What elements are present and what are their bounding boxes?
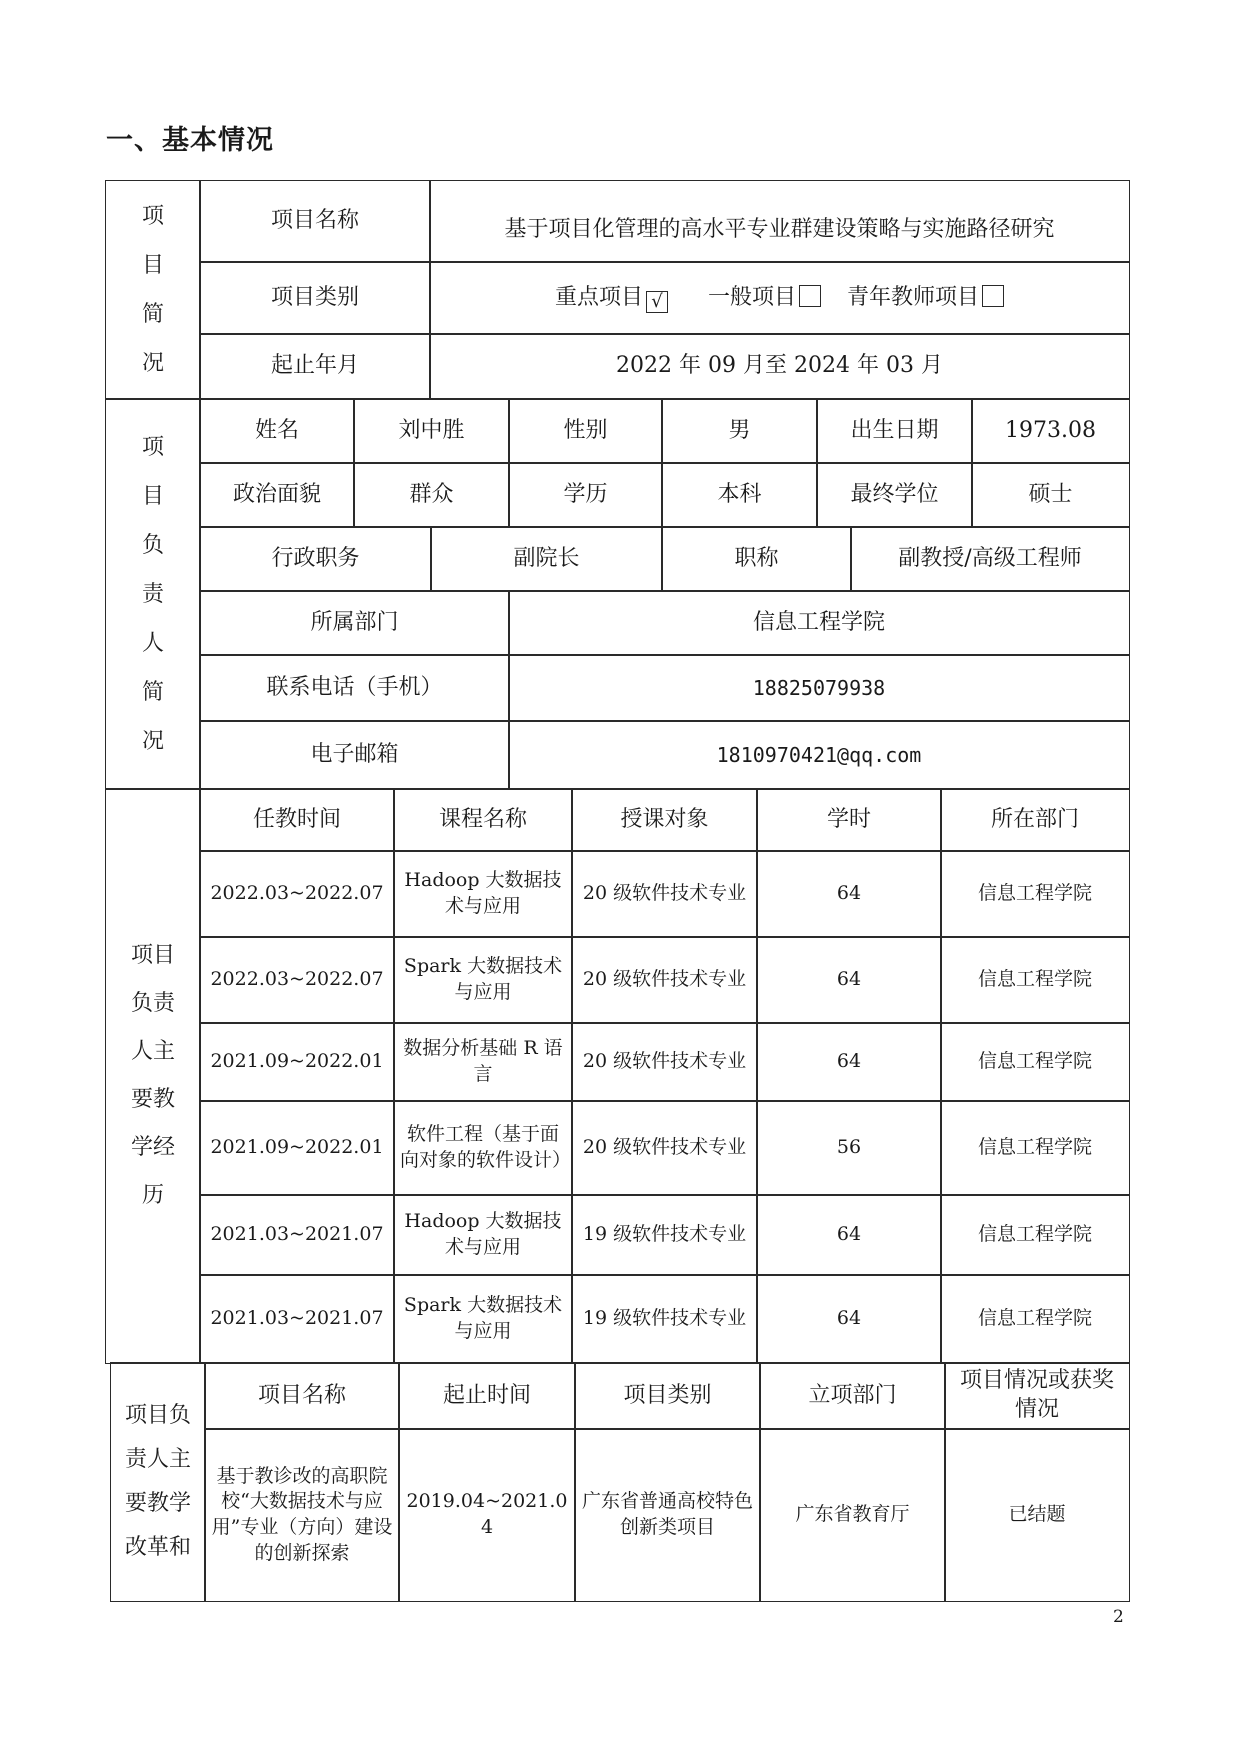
section-title: 一、基本情况 — [106, 125, 274, 156]
degree-value: 硕士 — [971, 462, 1130, 528]
teaching-cell-hours: 64 — [756, 1022, 942, 1102]
education-label: 学历 — [508, 462, 663, 528]
group-char: 人主 — [130, 1039, 175, 1064]
group-char: 简 — [141, 679, 164, 705]
reform-cell-category: 广东省普通高校特色创新类项目 — [574, 1428, 761, 1602]
teaching-group-label — [105, 788, 201, 1364]
reform-header-period: 起止时间 — [398, 1362, 576, 1430]
gender-label: 性别 — [508, 398, 663, 464]
group-char: 况 — [141, 728, 164, 754]
political-value: 群众 — [353, 462, 510, 528]
group-char: 项 — [141, 434, 164, 460]
reform-header-status: 项目情况或获奖情况 — [944, 1362, 1130, 1430]
group-char: 简 — [141, 302, 164, 327]
group-char: 历 — [141, 1183, 164, 1208]
email-value: 1810970421@qq.com — [508, 720, 1130, 790]
project-category-options — [429, 261, 1130, 335]
project-period-value: 2022 年 09 月至 2024 年 03 月 — [429, 333, 1130, 400]
teaching-cell-course: Spark 大数据技术与应用 — [393, 1274, 573, 1364]
email-label: 电子邮箱 — [199, 720, 510, 790]
teaching-cell-course: Spark 大数据技术与应用 — [393, 936, 573, 1024]
teaching-header-hours: 学时 — [756, 788, 942, 852]
reform-cell-status: 已结题 — [944, 1428, 1130, 1602]
unchecked-checkbox[interactable] — [799, 285, 821, 307]
education-value: 本科 — [661, 462, 818, 528]
title-label: 职称 — [661, 526, 852, 592]
teaching-cell-dept: 信息工程学院 — [940, 1100, 1130, 1196]
category-option-general — [708, 284, 821, 313]
name-label: 姓名 — [199, 398, 355, 464]
teaching-cell-target: 20 级软件技术专业 — [571, 936, 758, 1024]
reform-group-label: 项目负责人主要教学改革和 — [110, 1362, 206, 1602]
birth-value: 1973.08 — [971, 398, 1130, 464]
teaching-cell-dept: 信息工程学院 — [940, 936, 1130, 1024]
teaching-cell-hours: 56 — [756, 1100, 942, 1196]
teaching-cell-course: Hadoop 大数据技术与应用 — [393, 850, 573, 938]
title-value: 副教授/高级工程师 — [850, 526, 1130, 592]
category-general-label: 一般项目 — [707, 284, 796, 310]
category-key-label: 重点项目 — [554, 284, 643, 310]
teaching-cell-target: 20 级软件技术专业 — [571, 850, 758, 938]
teaching-cell-time: 2022.03~2022.07 — [199, 850, 395, 938]
teaching-cell-target: 20 级软件技术专业 — [571, 1022, 758, 1102]
leader-group-label — [105, 398, 201, 790]
teaching-cell-hours: 64 — [756, 850, 942, 938]
reform-cell-name: 基于教诊改的高职院校“大数据技术与应用”专业（方向）建设的创新探索 — [204, 1428, 400, 1602]
teaching-cell-time: 2021.09~2022.01 — [199, 1022, 395, 1102]
teaching-cell-hours: 64 — [756, 1194, 942, 1276]
reform-header-category: 项目类别 — [574, 1362, 761, 1430]
teaching-header-target: 授课对象 — [571, 788, 758, 852]
group-char: 要教 — [130, 1087, 175, 1112]
degree-label: 最终学位 — [816, 462, 973, 528]
teaching-cell-target: 19 级软件技术专业 — [571, 1274, 758, 1364]
teaching-cell-time: 2021.09~2022.01 — [199, 1100, 395, 1196]
teaching-cell-dept: 信息工程学院 — [940, 1022, 1130, 1102]
teaching-cell-time: 2021.03~2021.07 — [199, 1194, 395, 1276]
teaching-cell-dept: 信息工程学院 — [940, 1194, 1130, 1276]
teaching-header-dept: 所在部门 — [940, 788, 1130, 852]
reform-header-dept: 立项部门 — [759, 1362, 946, 1430]
name-value: 刘中胜 — [353, 398, 510, 464]
phone-label: 联系电话（手机） — [199, 654, 510, 722]
page-number: 2 — [1113, 1607, 1124, 1627]
group-char: 目 — [141, 253, 164, 278]
teaching-header-course: 课程名称 — [393, 788, 573, 852]
group-char: 况 — [141, 351, 164, 376]
unchecked-checkbox[interactable] — [982, 285, 1004, 307]
teaching-cell-time: 2021.03~2021.07 — [199, 1274, 395, 1364]
admin-label: 行政职务 — [199, 526, 432, 592]
project-period-label: 起止年月 — [199, 333, 431, 400]
dept-value: 信息工程学院 — [508, 590, 1130, 656]
birth-label: 出生日期 — [816, 398, 973, 464]
group-char: 人 — [141, 630, 164, 656]
project-category-label: 项目类别 — [199, 261, 431, 335]
reform-cell-period: 2019.04~2021.04 — [398, 1428, 576, 1602]
group-char: 项目 — [130, 943, 175, 968]
teaching-cell-course: 数据分析基础 R 语言 — [393, 1022, 573, 1102]
teaching-cell-target: 19 级软件技术专业 — [571, 1194, 758, 1276]
teaching-cell-course: 软件工程（基于面向对象的软件设计） — [393, 1100, 573, 1196]
category-young-label: 青年教师项目 — [847, 284, 980, 310]
project-group-label — [105, 180, 201, 400]
group-char: 目 — [141, 483, 164, 509]
group-char: 项 — [141, 204, 164, 229]
teaching-cell-course: Hadoop 大数据技术与应用 — [393, 1194, 573, 1276]
category-option-young — [847, 284, 1004, 313]
phone-value: 18825079938 — [508, 654, 1130, 722]
group-char: 负 — [141, 532, 164, 558]
gender-value: 男 — [661, 398, 818, 464]
teaching-cell-dept: 信息工程学院 — [940, 850, 1130, 938]
admin-value: 副院长 — [430, 526, 663, 592]
dept-label: 所属部门 — [199, 590, 510, 656]
group-char: 学经 — [130, 1135, 175, 1160]
political-label: 政治面貌 — [199, 462, 355, 528]
teaching-cell-time: 2022.03~2022.07 — [199, 936, 395, 1024]
teaching-cell-target: 20 级软件技术专业 — [571, 1100, 758, 1196]
teaching-header-time: 任教时间 — [199, 788, 395, 852]
project-name-value: 基于项目化管理的高水平专业群建设策略与实施路径研究 — [429, 180, 1130, 263]
reform-header-name: 项目名称 — [204, 1362, 400, 1430]
reform-cell-dept: 广东省教育厅 — [759, 1428, 946, 1602]
category-option-key — [555, 284, 668, 313]
group-char: 责 — [141, 581, 164, 607]
group-char: 负责 — [130, 991, 175, 1016]
teaching-cell-hours: 64 — [756, 1274, 942, 1364]
project-name-label: 项目名称 — [199, 180, 431, 263]
teaching-cell-dept: 信息工程学院 — [940, 1274, 1130, 1364]
teaching-cell-hours: 64 — [756, 936, 942, 1024]
checked-checkbox[interactable]: √ — [646, 291, 668, 313]
